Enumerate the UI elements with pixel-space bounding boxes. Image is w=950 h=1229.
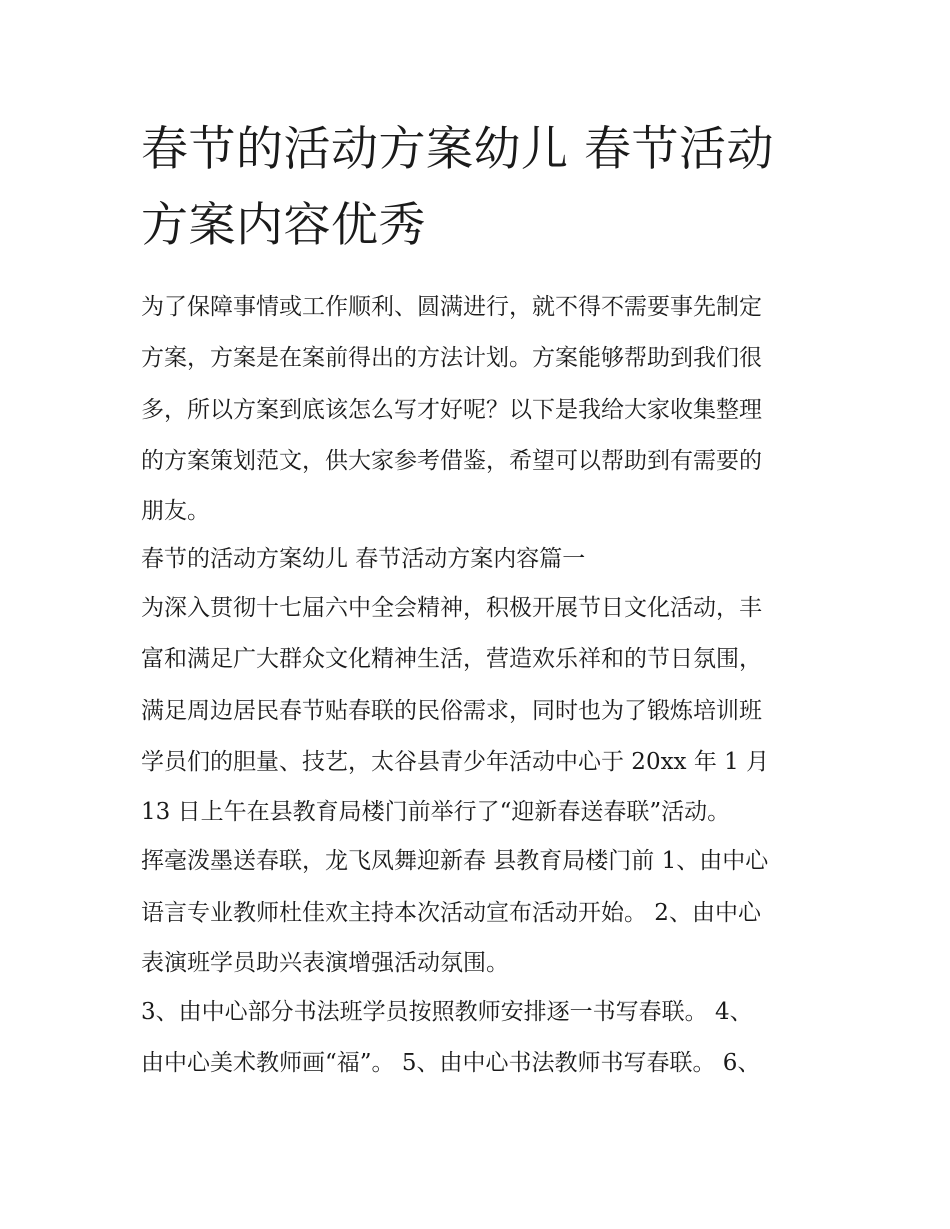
body-line: 富和满足广大群众文化精神生活，营造欢乐祥和的节日氛围， [141,646,762,673]
body-line: 学员们的胆量、技艺，太谷县青少年活动中心于 20xx 年 1 月 [141,749,770,776]
body-line: 语言专业教师杜佳欢主持本次活动宣布活动开始。 2、由中心 [141,899,761,926]
body-line: 13 日上午在县教育局楼门前举行了“迎新春送春联”活动。 [141,799,731,826]
body-line: 方案，方案是在案前得出的方法计划。方案能够帮助到我们很 [141,345,762,372]
body-line: 多，所以方案到底该怎么写才好呢？以下是我给大家收集整理 [141,396,762,423]
body-line: 由中心美术教师画“福”。 5、由中心书法教师书写春联。 6、 [141,1050,761,1077]
body-line: 满足周边居民春节贴春联的民俗需求，同时也为了锻炼培训班 [141,697,762,724]
body-line: 的方案策划范文，供大家参考借鉴，希望可以帮助到有需要的 [141,447,762,474]
body-line: 挥毫泼墨送春联，龙飞凤舞迎新春 县教育局楼门前 1、由中心 [141,848,769,875]
body-line: 朋友。 [141,498,210,525]
document-page [141,112,813,1090]
body-line: 表演班学员助兴表演增强活动氛围。 [141,949,509,976]
document-body [141,282,813,1090]
body-line: 为了保障事情或工作顺利、圆满进行，就不得不需要事先制定 [141,294,762,320]
body-line: 为深入贯彻十七届六中全会精神，积极开展节日文化活动，丰 [141,595,762,622]
body-line: 3、由中心部分书法班学员按照教师安排逐一书写春联。 4、 [141,998,753,1025]
title-line-1: 春节的活动方案幼儿 春节活动 [141,122,774,177]
section-heading: 春节的活动方案幼儿 春节活动方案内容篇一 [141,546,586,573]
document-title [141,112,813,264]
title-line-2: 方案内容优秀 [141,198,426,253]
